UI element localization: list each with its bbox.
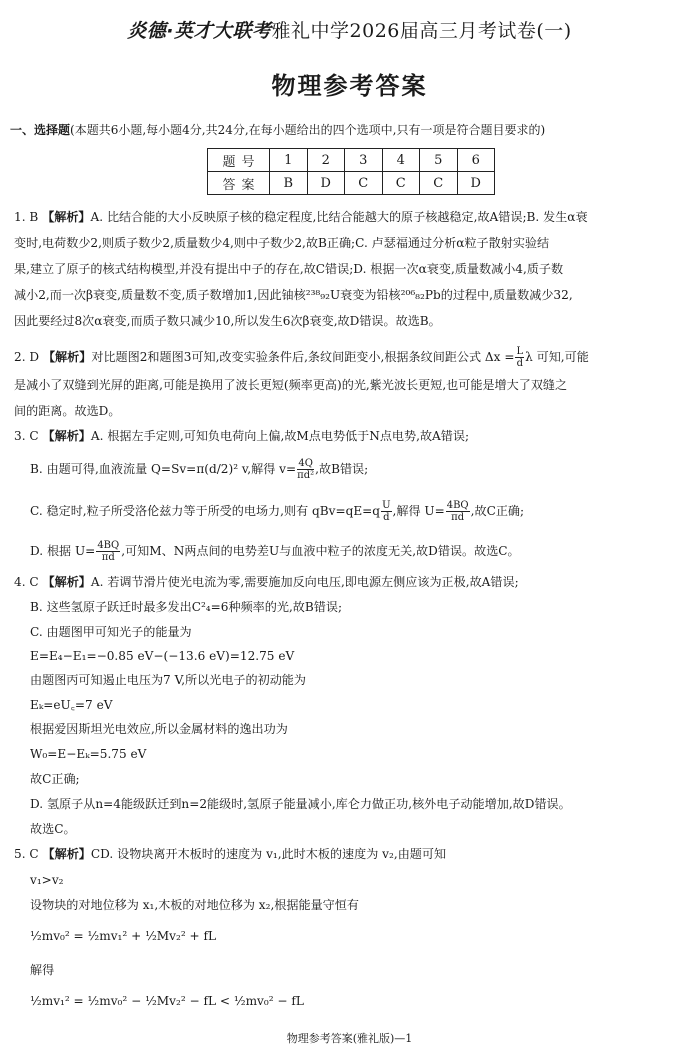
page-title: 物理参考答案 bbox=[271, 72, 428, 100]
q1-line-2: 变时,电荷数少2,则质子数少2,质量数少4,则中子数少2,故B正确;C. 卢瑟福通过分析α粒子散射实验结 bbox=[14, 236, 550, 250]
q1-line-4: 减小2,而一次β衰变,质量数不变,质子数增加1,因此铀核²³⁸₉₂U衰变为铅核²⁰⁶₈₂Pb的过程中,质量数减少32, bbox=[14, 288, 573, 302]
row-label-number: 题号 bbox=[208, 149, 270, 172]
q5-line-3: 设物块的对地位移为 x₁,木板的对地位移为 x₂,根据能量守恒有 bbox=[30, 898, 359, 912]
q2-text-1a: 对比题图2和题图3可知,改变实验条件后,条纹间距变小,根据条纹间距公式 Δx = bbox=[91, 350, 515, 364]
q3-b-text: B. 由题可得,血液流量 Q=Sv=π(d/2)² v,解得 v= bbox=[30, 462, 297, 476]
fraction-denominator: d bbox=[516, 358, 523, 369]
q4-head: 4. C bbox=[14, 575, 39, 589]
q3-d-tail: ,可知M、N两点间的电势差U与血液中粒子的浓度无关,故D错误。故选C。 bbox=[121, 544, 520, 558]
section-note: (本题共6小题,每小题4分,共24分,在每小题给出的四个选项中,只有一项是符合题目要求的) bbox=[70, 123, 546, 137]
row-label-answer: 答案 bbox=[208, 172, 270, 195]
q3-d-text: D. 根据 U= bbox=[30, 544, 96, 558]
answer-cell: C bbox=[420, 172, 458, 195]
q5-text-1: CD. 设物块离开木板时的速度为 v₁,此时木板的速度为 v₂,由题可知 bbox=[90, 847, 447, 861]
q3-text-1: A. 根据左手定则,可知负电荷向上偏,故M点电势低于N点电势,故A错误; bbox=[90, 429, 470, 443]
q2-text-1b: λ 可知,可能 bbox=[525, 350, 589, 364]
q1-tag: 【解析】 bbox=[42, 210, 91, 224]
q1-line-5: 因此要经过8次α衰变,而质子数只减少10,所以发生6次β衰变,故D错误。故选B。 bbox=[14, 314, 441, 328]
question-number: 5 bbox=[420, 149, 458, 172]
answer-cell: B bbox=[270, 172, 308, 195]
fraction-denominator: πd bbox=[101, 552, 115, 563]
q2-line-1 bbox=[14, 346, 589, 369]
q4-line-2: B. 这些氢原子跃迁时最多发出C²₄=6种频率的光,故B错误; bbox=[30, 600, 343, 614]
q3-c-text: C. 稳定时,粒子所受洛伦兹力等于所受的电场力,则有 qBv=qE=q bbox=[30, 504, 381, 518]
q3-b-tail: ,故B错误; bbox=[315, 462, 369, 476]
question-number: 2 bbox=[307, 149, 345, 172]
q3-line-b bbox=[30, 458, 368, 481]
q3-head: 3. C bbox=[14, 429, 39, 443]
q3-line-1 bbox=[14, 428, 469, 444]
q2-line-3: 间的距离。故选D。 bbox=[14, 404, 121, 418]
q5-tag: 【解析】 bbox=[42, 847, 91, 861]
q5-equation-2: ½mv₁² = ½mv₀² − ½Mv₂² − fL < ½mv₀² − fL bbox=[30, 994, 304, 1008]
q5-equation-1: ½mv₀² = ½mv₁² + ½Mv₂² + fL bbox=[30, 929, 217, 943]
q4-line-3: C. 由题图甲可知光子的能量为 bbox=[30, 625, 192, 639]
question-number: 3 bbox=[345, 149, 383, 172]
q4-line-6: Eₖ=eU꜀=7 eV bbox=[30, 698, 113, 712]
fraction-u bbox=[446, 500, 470, 523]
q3-tag: 【解析】 bbox=[42, 429, 91, 443]
q2-line-2: 是减小了双缝到光屏的距离,可能是换用了波长更短(频率更高)的光,紫光波长更短,也可能是增大了双缝之 bbox=[14, 378, 568, 392]
q3-line-c bbox=[30, 500, 524, 523]
fraction-u-over-d bbox=[381, 500, 391, 523]
q5-line-1 bbox=[14, 846, 446, 862]
fraction-denominator: πd² bbox=[297, 470, 315, 481]
fraction-denominator: πd bbox=[451, 512, 465, 523]
fraction-numerator: 4Q bbox=[298, 458, 313, 469]
fraction-numerator: 4BQ bbox=[97, 540, 120, 551]
answer-cell: D bbox=[457, 172, 495, 195]
page-footer: 物理参考答案(雅礼版)—1 bbox=[286, 1032, 413, 1045]
q5-line-4: 解得 bbox=[30, 963, 55, 977]
q4-line-7: 根据爱因斯坦光电效应,所以金属材料的逸出功为 bbox=[30, 722, 288, 736]
q4-text-1: A. 若调节滑片使光电流为零,需要施加反向电压,即电源左侧应该为正极,故A错误; bbox=[90, 575, 519, 589]
q4-line-5: 由题图丙可知遏止电压为7 V,所以光电子的初动能为 bbox=[30, 673, 306, 687]
q2-tag: 【解析】 bbox=[42, 350, 92, 364]
fraction-u-d bbox=[96, 540, 120, 563]
header-exam-name: 雅礼中学2026届高三月考试卷(一) bbox=[271, 20, 572, 42]
q4-line-11: 故选C。 bbox=[30, 822, 76, 836]
exam-header bbox=[0, 16, 699, 43]
q2-head: 2. D bbox=[14, 350, 40, 364]
q1-line-1 bbox=[14, 209, 588, 225]
q4-tag: 【解析】 bbox=[42, 575, 91, 589]
fraction-numerator: U bbox=[382, 500, 391, 511]
answer-table-number-row bbox=[208, 149, 495, 172]
fraction-l-over-d bbox=[515, 346, 524, 369]
q3-c-mid: ,解得 U= bbox=[392, 504, 445, 518]
q4-line-1 bbox=[14, 574, 519, 590]
q1-head: 1. B bbox=[14, 210, 39, 224]
q4-line-10: D. 氢原子从n=4能级跃迁到n=2能级时,氢原子能量减小,库仑力做正功,核外电子动能增加,故D错误。 bbox=[30, 797, 571, 811]
q5-line-2: v₁>v₂ bbox=[30, 873, 64, 887]
q4-line-9: 故C正确; bbox=[30, 772, 80, 786]
q4-line-4: E=E₄−E₁=−0.85 eV−(−13.6 eV)=12.75 eV bbox=[30, 649, 295, 663]
header-brand: 炎德·英才大联考 bbox=[127, 20, 272, 42]
answer-cell: D bbox=[307, 172, 345, 195]
q3-c-tail: ,故C正确; bbox=[470, 504, 525, 518]
q3-line-d bbox=[30, 540, 520, 563]
q1-line-3: 果,建立了原子的核式结构模型,并没有提出中子的存在,故C错误;D. 根据一次α衰变,质量数减小4,质子数 bbox=[14, 262, 564, 276]
fraction-numerator: L bbox=[516, 346, 524, 357]
question-number: 6 bbox=[457, 149, 495, 172]
q1-text-1: A. 比结合能的大小反映原子核的稳定程度,比结合能越大的原子核越稳定,故A错误;B. 发生α衰 bbox=[90, 210, 588, 224]
q5-head: 5. C bbox=[14, 847, 39, 861]
answer-cell: C bbox=[382, 172, 420, 195]
fraction-numerator: 4BQ bbox=[446, 500, 469, 511]
question-number: 1 bbox=[270, 149, 308, 172]
question-number: 4 bbox=[382, 149, 420, 172]
answer-table bbox=[207, 148, 495, 195]
q4-line-8: W₀=E−Eₖ=5.75 eV bbox=[30, 747, 147, 761]
section-heading bbox=[10, 121, 690, 138]
answer-cell: C bbox=[345, 172, 383, 195]
answer-table-answer-row bbox=[208, 172, 495, 195]
fraction-denominator: d bbox=[383, 512, 390, 523]
section-label: 一、选择题 bbox=[10, 123, 71, 137]
fraction-v bbox=[297, 458, 314, 481]
